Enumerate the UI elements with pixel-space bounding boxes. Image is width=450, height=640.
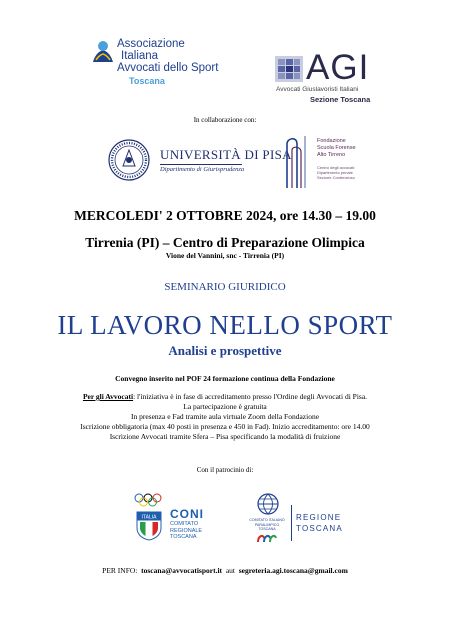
agi-section: Sezione Toscana <box>310 95 371 104</box>
info-line1 <box>0 392 450 402</box>
italia-shield-icon <box>136 511 162 541</box>
event-place: Tirrenia (PI) – Centro di Preparazione Olimpica <box>85 235 365 250</box>
fondazione-small1: Centro degli avvocati <box>317 165 355 170</box>
unipi-name: UNIVERSITÀ DI PISA <box>160 147 292 162</box>
fondazione-line1: Fondazione <box>317 138 346 144</box>
event-category: SEMINARIO GIURIDICO <box>164 281 286 293</box>
aias-line2: Italiana <box>121 50 159 62</box>
agi-logo-icon <box>275 56 303 82</box>
event-title: IL LAVORO NELLO SPORT <box>57 310 393 340</box>
contact-email-2[interactable]: segreteria.agi.toscana@gmail.com <box>238 566 348 575</box>
contacts-line <box>0 566 450 575</box>
fondazione-smallprint <box>317 165 355 180</box>
unipi-department: Dipartimento di Giurisprudenza <box>160 166 245 173</box>
fondazione-logo-icon <box>283 134 313 190</box>
contacts-separator: aut <box>225 566 235 575</box>
coni-sub1: COMITATO <box>170 521 199 527</box>
agi-subtitle: Avvocati Giuslavoristi Italiani <box>276 86 359 93</box>
event-date-time: MERCOLEDI' 2 OTTOBRE 2024, ore 14.30 – 19.00 <box>74 208 376 223</box>
cip-line2: PARALIMPICO <box>254 522 280 527</box>
aias-line1: Associazione <box>117 38 185 50</box>
patronage-label: Con il patrocinio di: <box>196 466 254 474</box>
regione-line1: REGIONE <box>296 513 342 522</box>
aias-logo-icon <box>90 38 116 64</box>
fondazione-small2: Dipartimento penale <box>317 170 353 175</box>
agitos-icon <box>256 532 278 544</box>
cip-globe-icon <box>254 492 282 516</box>
aias-line4: Toscana <box>129 76 165 86</box>
event-convegno: Convegno inserito nel POF 24 formazione continua della Fondazione <box>115 374 335 383</box>
contact-email-1[interactable]: toscana@avvocatisport.it <box>141 566 223 575</box>
aias-logo-text <box>117 38 218 87</box>
fondazione-name <box>317 138 356 159</box>
unipi-divider <box>160 164 242 165</box>
regione-logo <box>296 512 343 534</box>
coni-sub3: TOSCANA <box>170 534 197 540</box>
info-lead: Per gli Avvocati <box>82 392 134 401</box>
info-line3: In presenza e Fad tramite aula virtuale Zoom della Fondazione <box>130 412 320 421</box>
cip-line3: TOSCANA <box>258 527 276 531</box>
contacts-label: PER INFO: <box>102 566 138 575</box>
cip-label <box>244 518 290 532</box>
coni-name: CONI <box>170 507 204 521</box>
fondazione-line2: Scuola Forense <box>317 145 356 151</box>
regione-divider <box>291 505 292 541</box>
fondazione-small3: Sezione Contenzioso <box>317 175 355 180</box>
cip-line1: COMITATO ITALIANO <box>249 518 285 522</box>
info-line1-rest: : l'iniziativa è in fase di accreditamento presso l'Ordine degli Avvocati di Pisa. <box>133 392 368 401</box>
aias-line3: Avvocati dello Sport <box>117 62 219 74</box>
info-line4: Iscrizione obbligatoria (max 40 posti in presenza e 450 in Fad). Inizio accreditamento: ore 14.00 <box>80 422 370 431</box>
coni-sub2: REGIONALE <box>170 527 203 534</box>
info-line2: La partecipazione è gratuita <box>183 402 267 411</box>
collaboration-label: In collaborazione con: <box>193 116 257 124</box>
event-subtitle: Analisi e prospettive <box>168 343 282 358</box>
event-address: Vione del Vannini, snc - Tirrenia (PI) <box>165 251 285 260</box>
coni-shield-label: ITALIA <box>141 514 157 521</box>
regione-line2: TOSCANA <box>296 524 343 533</box>
unipi-seal-icon <box>107 138 151 182</box>
fondazione-line3: Alto Tirreno <box>317 152 346 158</box>
agi-wordmark: AGI <box>306 48 370 87</box>
olympic-rings-icon <box>134 493 162 507</box>
info-line5: Iscrizione Avvocati tramite Sfera – Pisa specificando la modalità di fruizione <box>109 432 341 441</box>
coni-subtitle <box>170 521 202 541</box>
info-block <box>0 392 450 442</box>
